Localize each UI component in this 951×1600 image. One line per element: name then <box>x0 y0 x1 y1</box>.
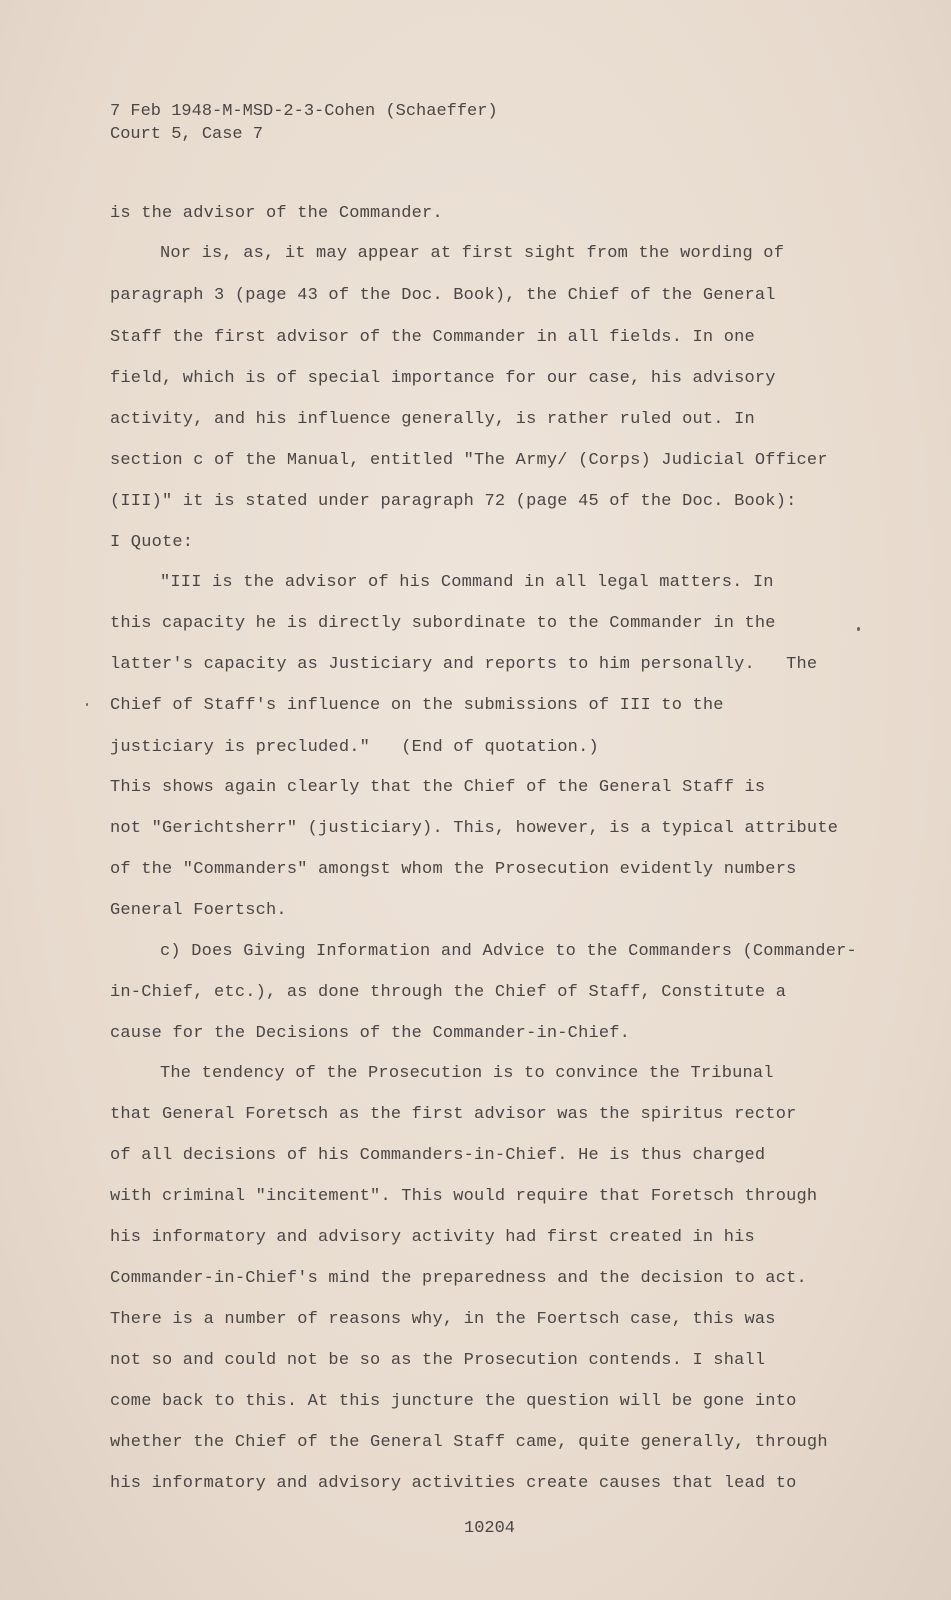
body-line: not "Gerichtsherr" (justiciary). This, however, is a typical attribute <box>110 819 839 838</box>
quote-line: Chief of Staff's influence on the submissions of III to the <box>110 696 724 715</box>
paper-speck <box>86 703 88 706</box>
body-line: his informatory and advisory activity had first created in his <box>110 1228 755 1247</box>
body-line: that General Foretsch as the first advisor was the spiritus rector <box>110 1105 797 1124</box>
body-line: is the advisor of the Commander. <box>110 204 443 223</box>
body-line: There is a number of reasons why, in the Foertsch case, this was <box>110 1310 776 1329</box>
body-line: come back to this. At this juncture the question will be gone into <box>110 1392 797 1411</box>
body-line: This shows again clearly that the Chief of the General Staff is <box>110 778 766 797</box>
body-line: The tendency of the Prosecution is to convince the Tribunal <box>160 1064 774 1083</box>
body-line: paragraph 3 (page 43 of the Doc. Book), the Chief of the General <box>110 286 776 305</box>
section-heading-line: c) Does Giving Information and Advice to the Commanders (Commander- <box>160 942 857 961</box>
body-line: his informatory and advisory activities create causes that lead to <box>110 1474 797 1493</box>
header-line-1: 7 Feb 1948-M-MSD-2-3-Cohen (Schaeffer) <box>110 102 498 121</box>
body-line: General Foertsch. <box>110 901 287 920</box>
quote-line: latter's capacity as Justiciary and reports to him personally. The <box>110 655 818 674</box>
body-line: Nor is, as, it may appear at first sight from the wording of <box>160 244 785 263</box>
header-line-2: Court 5, Case 7 <box>110 125 264 144</box>
quote-line: justiciary is precluded." (End of quotation.) <box>110 738 599 757</box>
body-line: of the "Commanders" amongst whom the Prosecution evidently numbers <box>110 860 797 879</box>
document-header <box>110 100 498 146</box>
body-line: Commander-in-Chief's mind the preparedness and the decision to act. <box>110 1269 807 1288</box>
body-line: activity, and his influence generally, is rather ruled out. In <box>110 410 755 429</box>
body-line: whether the Chief of the General Staff came, quite generally, through <box>110 1433 828 1452</box>
body-line: with criminal "incitement". This would require that Foretsch through <box>110 1187 818 1206</box>
body-line: (III)" it is stated under paragraph 72 (page 45 of the Doc. Book): <box>110 492 797 511</box>
section-heading-line: cause for the Decisions of the Commander-in-Chief. <box>110 1024 631 1043</box>
quote-line: this capacity he is directly subordinate to the Commander in the <box>110 614 776 633</box>
page-number: 10204 <box>464 1519 516 1538</box>
body-line: field, which is of special importance for our case, his advisory <box>110 369 776 388</box>
body-line: of all decisions of his Commanders-in-Chief. He is thus charged <box>110 1146 766 1165</box>
body-line: section c of the Manual, entitled "The Army/ (Corps) Judicial Officer <box>110 451 828 470</box>
body-line: I Quote: <box>110 533 194 552</box>
body-line: not so and could not be so as the Prosecution contends. I shall <box>110 1351 766 1370</box>
quote-line: "III is the advisor of his Command in all legal matters. In <box>160 573 774 592</box>
paper-speck <box>857 627 860 631</box>
body-line: Staff the first advisor of the Commander in all fields. In one <box>110 328 755 347</box>
section-heading-line: in-Chief, etc.), as done through the Chief of Staff, Constitute a <box>110 983 787 1002</box>
